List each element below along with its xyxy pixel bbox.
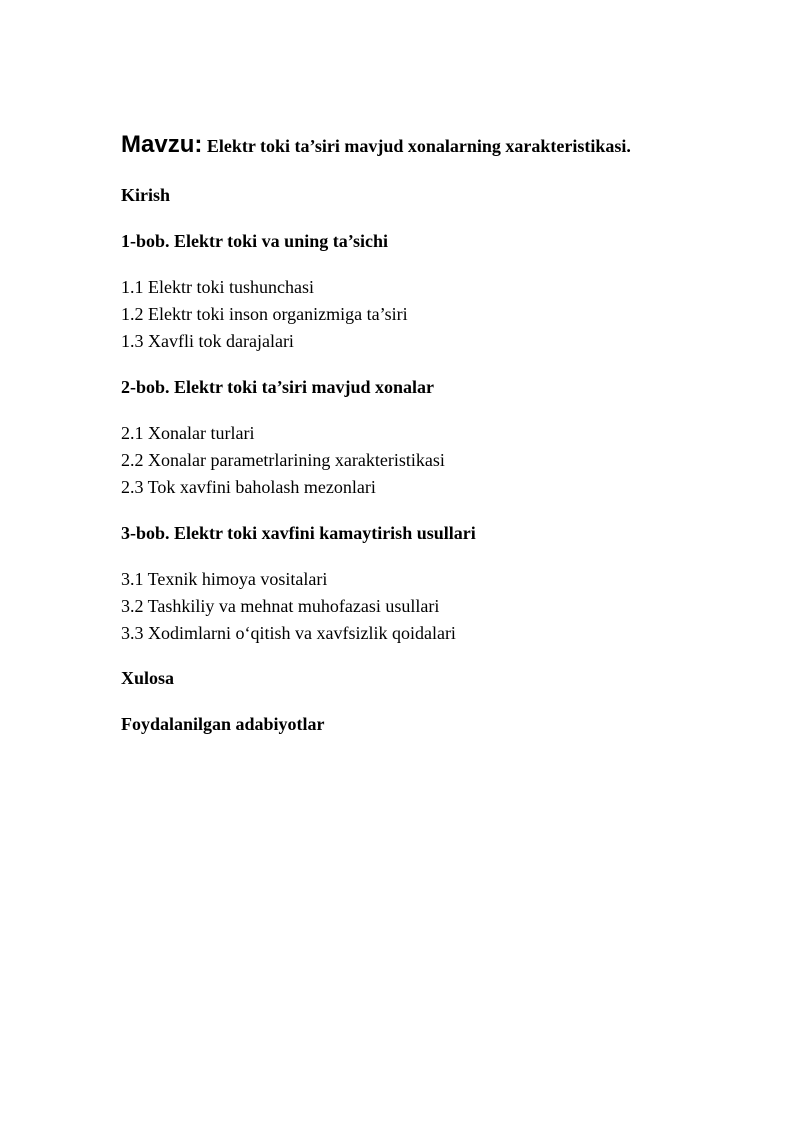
section-1-2: 1.2 Elektr toki inson organizmiga ta’siri <box>121 304 408 324</box>
section-2-2: 2.2 Xonalar parametrlarining xarakteristikasi <box>121 450 445 470</box>
section-3-2: 3.2 Tashkiliy va mehnat muhofazasi usullari <box>121 596 440 616</box>
section-1-1: 1.1 Elektr toki tushunchasi <box>121 277 314 297</box>
intro-heading: Kirish <box>121 185 171 205</box>
section-3-1: 3.1 Texnik himoya vositalari <box>121 569 328 589</box>
section-2-3: 2.3 Tok xavfini baholash mezonlari <box>121 477 376 497</box>
chapter-3-heading: 3-bob. Elektr toki xavfini kamaytirish usullari <box>121 523 476 543</box>
page-title <box>121 133 631 157</box>
title-topic: Elektr toki ta’siri mavjud xonalarning xarakteristikasi. <box>202 136 631 156</box>
section-3-3: 3.3 Xodimlarni o‘qitish va xavfsizlik qoidalari <box>121 623 456 643</box>
conclusion-heading: Xulosa <box>121 668 175 688</box>
references-heading: Foydalanilgan adabiyotlar <box>121 714 325 734</box>
chapter-1-heading: 1-bob. Elektr toki va uning ta’sichi <box>121 231 389 251</box>
chapter-2-heading: 2-bob. Elektr toki ta’siri mavjud xonalar <box>121 377 435 397</box>
title-prefix: Mavzu: <box>121 131 203 158</box>
section-1-3: 1.3 Xavfli tok darajalari <box>121 331 294 351</box>
section-2-1: 2.1 Xonalar turlari <box>121 423 255 443</box>
